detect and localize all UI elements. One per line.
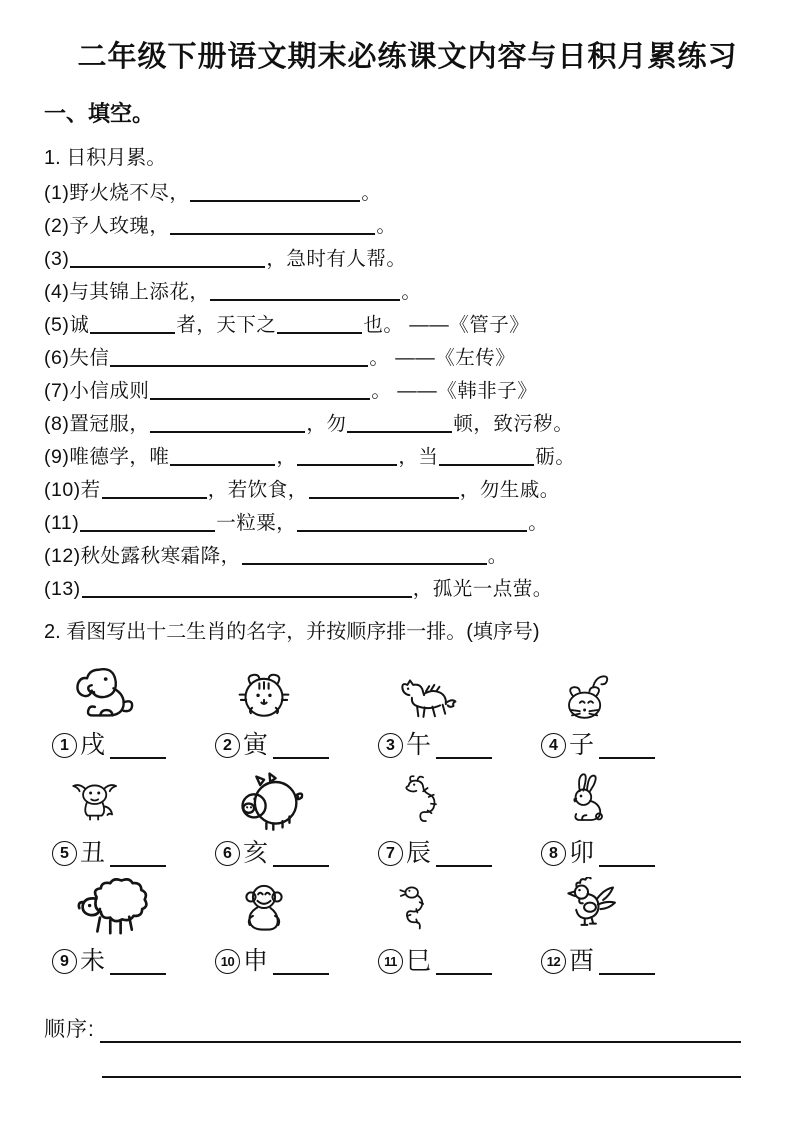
zodiac-cell-ox xyxy=(52,768,215,867)
answer-blank xyxy=(273,863,329,867)
branch-character: 子 xyxy=(569,731,595,759)
blank-underline xyxy=(297,452,397,466)
circled-number: 8 xyxy=(541,841,566,866)
snake-image xyxy=(378,876,541,940)
order-row-2 xyxy=(44,1044,741,1078)
page-title: 二年级下册语文期末必练课文内容与日积月累练习 xyxy=(77,41,738,73)
circled-number: 11 xyxy=(378,949,403,974)
zodiac-label xyxy=(215,837,378,867)
blank-underline xyxy=(102,485,207,499)
item-text: 。 xyxy=(361,182,382,204)
blank-underline xyxy=(277,320,362,334)
monkey-image xyxy=(215,876,378,940)
answer-blank xyxy=(436,863,492,867)
circled-number: 12 xyxy=(541,949,566,974)
section-one-heading: 一、填空。 xyxy=(44,101,155,126)
item-text: (6)失信 xyxy=(44,347,110,369)
zodiac-grid xyxy=(52,660,771,975)
answer-blank xyxy=(110,755,166,759)
fill-item-2 xyxy=(44,210,771,243)
branch-character: 酉 xyxy=(569,947,595,975)
item-text: ，若饮食， xyxy=(207,479,308,501)
branch-character: 申 xyxy=(243,947,269,975)
item-text: 。 xyxy=(528,512,549,534)
tiger-image xyxy=(215,660,378,724)
blank-underline xyxy=(297,518,527,532)
item-text: 一粒粟， xyxy=(216,512,297,534)
fill-item-6 xyxy=(44,342,771,375)
zodiac-cell-dragon xyxy=(378,768,541,867)
fill-item-4 xyxy=(44,276,771,309)
zodiac-label xyxy=(541,837,704,867)
item-text: (10)若 xyxy=(44,479,101,501)
blank-underline xyxy=(309,485,459,499)
fill-item-12 xyxy=(44,540,771,573)
item-text: (1)野火烧不尽， xyxy=(44,182,190,204)
blank-underline xyxy=(210,287,400,301)
blank-underline xyxy=(347,419,452,433)
answer-blank xyxy=(599,971,655,975)
circled-number: 9 xyxy=(52,949,77,974)
circled-number: 2 xyxy=(215,733,240,758)
fill-item-8 xyxy=(44,408,771,441)
sheep-image xyxy=(52,876,215,940)
answer-blank xyxy=(599,755,655,759)
item-text: (4)与其锦上添花， xyxy=(44,281,210,303)
branch-character: 丑 xyxy=(80,839,106,867)
horse-image xyxy=(378,660,541,724)
rabbit-image xyxy=(541,768,704,832)
answer-blank xyxy=(273,971,329,975)
zodiac-cell-sheep xyxy=(52,876,215,975)
circled-number: 6 xyxy=(215,841,240,866)
ox-image xyxy=(52,768,215,832)
zodiac-label xyxy=(215,729,378,759)
circled-number: 3 xyxy=(378,733,403,758)
branch-character: 寅 xyxy=(243,731,269,759)
item-text: (7)小信成则 xyxy=(44,380,150,402)
section-one-subheading: 1. 日积月累。 xyxy=(44,147,167,169)
zodiac-label xyxy=(541,729,704,759)
answer-blank xyxy=(110,863,166,867)
order-answer-line-2 xyxy=(102,1044,741,1078)
order-row xyxy=(44,1013,741,1043)
item-text: ，急时有人帮。 xyxy=(266,248,407,270)
circled-number: 1 xyxy=(52,733,77,758)
blank-underline xyxy=(90,320,175,334)
answer-blank xyxy=(436,755,492,759)
item-text: 。 xyxy=(487,545,508,567)
circled-number: 4 xyxy=(541,733,566,758)
blank-underline xyxy=(170,221,375,235)
fill-item-11 xyxy=(44,507,771,540)
zodiac-cell-rabbit xyxy=(541,768,704,867)
item-text: 也。 ——《管子》 xyxy=(363,314,530,336)
branch-character: 未 xyxy=(80,947,106,975)
fill-item-10 xyxy=(44,474,771,507)
item-text: (5)诚 xyxy=(44,314,90,336)
item-text: 。 ——《左传》 xyxy=(369,347,516,369)
item-text: (2)予人玫瑰， xyxy=(44,215,170,237)
circled-number: 5 xyxy=(52,841,77,866)
fill-in-items-list xyxy=(44,177,771,606)
blank-underline xyxy=(80,518,215,532)
item-text: (13) xyxy=(44,578,81,600)
zodiac-cell-rooster xyxy=(541,876,704,975)
fill-item-13 xyxy=(44,573,771,606)
zodiac-cell-horse xyxy=(378,660,541,759)
answer-blank xyxy=(273,755,329,759)
order-answer-line-1 xyxy=(100,1035,741,1043)
zodiac-label xyxy=(215,945,378,975)
circled-number: 10 xyxy=(215,949,240,974)
item-text: ，孤光一点萤。 xyxy=(412,578,553,600)
fill-item-7 xyxy=(44,375,771,408)
branch-character: 辰 xyxy=(406,839,432,867)
fill-item-3 xyxy=(44,243,771,276)
rat-image xyxy=(541,660,704,724)
item-text: (11) xyxy=(44,512,80,534)
item-text: (3) xyxy=(44,248,70,270)
zodiac-label xyxy=(378,837,541,867)
rooster-image xyxy=(541,876,704,940)
item-text: 顿，致污秽。 xyxy=(453,413,574,435)
zodiac-cell-snake xyxy=(378,876,541,975)
blank-underline xyxy=(70,254,265,268)
zodiac-label xyxy=(52,837,215,867)
branch-character: 亥 xyxy=(243,839,269,867)
zodiac-cell-tiger xyxy=(215,660,378,759)
zodiac-cell-dog xyxy=(52,660,215,759)
zodiac-label xyxy=(378,729,541,759)
blank-underline xyxy=(439,452,534,466)
item-text: ，勿 xyxy=(306,413,347,435)
answer-blank xyxy=(599,863,655,867)
item-text: ，当 xyxy=(398,446,439,468)
item-text: 。 xyxy=(401,281,422,303)
branch-character: 卯 xyxy=(569,839,595,867)
fill-item-9 xyxy=(44,441,771,474)
blank-underline xyxy=(190,188,360,202)
section-two-heading: 2. 看图写出十二生肖的名字，并按顺序排一排。(填序号) xyxy=(44,621,540,643)
zodiac-cell-monkey xyxy=(215,876,378,975)
blank-underline xyxy=(242,551,487,565)
item-text: 者，天下之 xyxy=(176,314,277,336)
blank-underline xyxy=(150,386,370,400)
blank-underline xyxy=(82,584,412,598)
fill-item-1 xyxy=(44,177,771,210)
zodiac-cell-rat xyxy=(541,660,704,759)
blank-underline xyxy=(110,353,368,367)
circled-number: 7 xyxy=(378,841,403,866)
item-text: 砺。 xyxy=(535,446,576,468)
branch-character: 午 xyxy=(406,731,432,759)
item-text: 。 xyxy=(376,215,397,237)
zodiac-label xyxy=(52,729,215,759)
item-text: (12)秋处露秋寒霜降， xyxy=(44,545,241,567)
branch-character: 戌 xyxy=(80,731,106,759)
pig-image xyxy=(215,768,378,832)
answer-blank xyxy=(110,971,166,975)
item-text: (9)唯德学，唯 xyxy=(44,446,170,468)
item-text: (8)置冠服， xyxy=(44,413,150,435)
blank-underline xyxy=(170,452,275,466)
item-text: ，勿生戚。 xyxy=(459,479,560,501)
answer-blank xyxy=(436,971,492,975)
branch-character: 巳 xyxy=(406,947,432,975)
zodiac-cell-pig xyxy=(215,768,378,867)
dog-image xyxy=(52,660,215,724)
zodiac-label xyxy=(378,945,541,975)
zodiac-label xyxy=(541,945,704,975)
item-text: 。 ——《韩非子》 xyxy=(371,380,538,402)
item-text: ， xyxy=(276,446,297,468)
order-label: 顺序: xyxy=(44,1018,95,1041)
fill-item-5 xyxy=(44,309,771,342)
blank-underline xyxy=(150,419,305,433)
dragon-image xyxy=(378,768,541,832)
zodiac-label xyxy=(52,945,215,975)
